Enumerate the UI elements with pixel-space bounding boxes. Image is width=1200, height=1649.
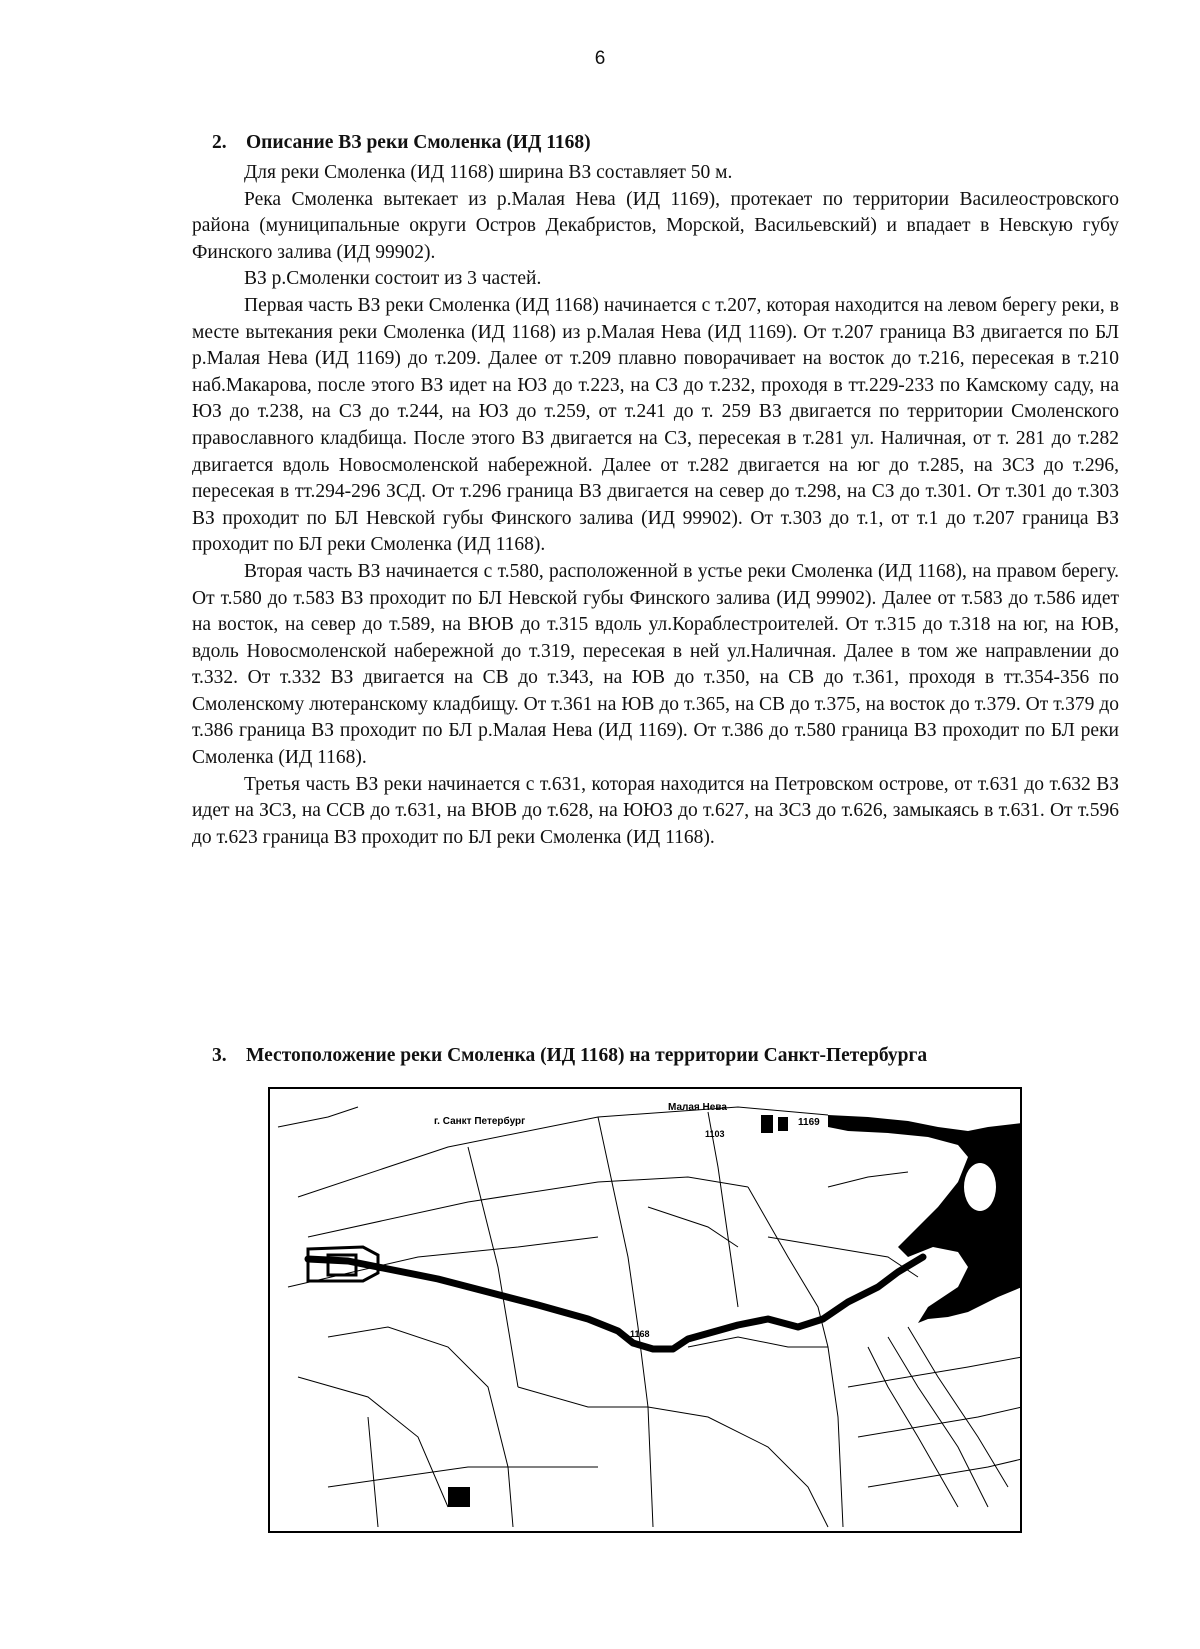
- paragraph: Третья часть ВЗ реки начинается с т.631, которая находится на Петровском острове, от т.631 до т.632 ВЗ идет на ЗСЗ, на ССВ до т.631, на ВЮВ до т.628, на ЮЮЗ до т.627, на ЗСЗ до т.626, замыкаясь в т.631. От т.596 до т.623 граница ВЗ проходит по БЛ реки Смоленка (ИД 1168).: [192, 773, 1119, 848]
- section-2-body: [192, 160, 1119, 851]
- section-3-title: Местоположение реки Смоленка (ИД 1168) на территории Санкт-Петербурга: [246, 1045, 928, 1066]
- map-frame: [269, 1088, 1021, 1532]
- section-3-number: 3.: [212, 1045, 227, 1066]
- lake-island: [964, 1163, 996, 1211]
- map-label-city: г. Санкт Петербург: [434, 1116, 526, 1127]
- map-label-malaya-neva: Малая Нева: [668, 1102, 727, 1113]
- paragraph: ВЗ р.Смоленки состоит из 3 частей.: [244, 268, 542, 290]
- paragraph: Вторая часть ВЗ начинается с т.580, расположенной в устье реки Смоленка (ИД 1168), на правом берегу. От т.580 до т.583 ВЗ проходит по БЛ Невской губы Финского залива (ИД 99902). Далее от т.583 до т.586 идет на восток, на север до т.589, на ВЮВ до т.315 вдоль ул.Кораблестроителей. От т.315 до т.318 на юг, на ЮВ, вдоль Новосмоленской набережной до т.319, пересекая в ней ул.Наличная. Далее в том же направлении до т.332. От т.332 ВЗ двигается на СВ до т.343, на ЮВ до т.350, на СВ до т.361, проходя в тт.354-356 по Смоленскому лютеранскому кладбищу. От т.361 на ЮВ до т.365, на СВ до т.375, на восток до т.379. От т.379 до т.386 граница ВЗ проходит по БЛ р.Малая Нева (ИД 1169). От т.386 до т.580 граница ВЗ проходит по БЛ реки Смоленка (ИД 1168).: [192, 560, 1119, 769]
- map-block: [778, 1117, 788, 1131]
- paragraph: Река Смоленка вытекает из р.Малая Нева (ИД 1169), протекает по территории Василеостровского района (муниципальные округи Остров Декабристов, Морской, Васильевский) и впадает в Невскую губу Финского залива (ИД 99902).: [192, 188, 1119, 263]
- map-label-1103: 1103: [705, 1129, 725, 1139]
- map-label-1168: 1168: [630, 1329, 650, 1339]
- location-map: [268, 1087, 1022, 1533]
- map-block: [761, 1115, 773, 1133]
- section-2-title: Описание ВЗ реки Смоленка (ИД 1168): [246, 132, 591, 153]
- paragraph: Первая часть ВЗ реки Смоленка (ИД 1168) начинается с т.207, которая находится на левом берегу реки, в месте вытекания реки Смоленка (ИД 1168) из р.Малая Нева (ИД 1169). От т.207 граница ВЗ двигается по БЛ р.Малая Нева (ИД 1169) до т.209. Далее от т.209 плавно поворачивает на восток до т.216, пересекая в т.210 наб.Макарова, после этого ВЗ идет на ЮЗ до т.223, на СЗ до т.232, проходя в тт.229-233 по Камскому саду, на ЮЗ до т.238, на СЗ до т.244, на ЮЗ до т.259, от т.241 до т. 259 ВЗ двигается по территории Смоленского православного кладбища. После этого ВЗ двигается на СЗ, пересекая в т.281 ул. Наличная, от т. 281 до т.282 двигается вдоль Новосмоленской набережной. Далее от т.282 двигается на юг до т.285, на ЗСЗ до т.296, пересекая в тт.294-296 ЗСД. От т.296 граница ВЗ двигается на север до т.298, на СЗ до т.301. От т.301 до т.303 ВЗ проходит по БЛ Невской губы Финского залива (ИД 99902). От т.303 до т.1, от т.1 до т.207 граница ВЗ проходит по БЛ реки Смоленка (ИД 1168).: [192, 294, 1119, 556]
- section-2-number: 2.: [212, 132, 227, 153]
- map-svg: [268, 1087, 1022, 1533]
- section-3-heading: [212, 1045, 927, 1067]
- section-2-heading: [212, 132, 591, 154]
- map-block: [448, 1487, 470, 1507]
- page-number: 6: [594, 48, 606, 69]
- map-label-1169: 1169: [798, 1117, 820, 1128]
- paragraph: Для реки Смоленка (ИД 1168) ширина ВЗ составляет 50 м.: [244, 162, 733, 183]
